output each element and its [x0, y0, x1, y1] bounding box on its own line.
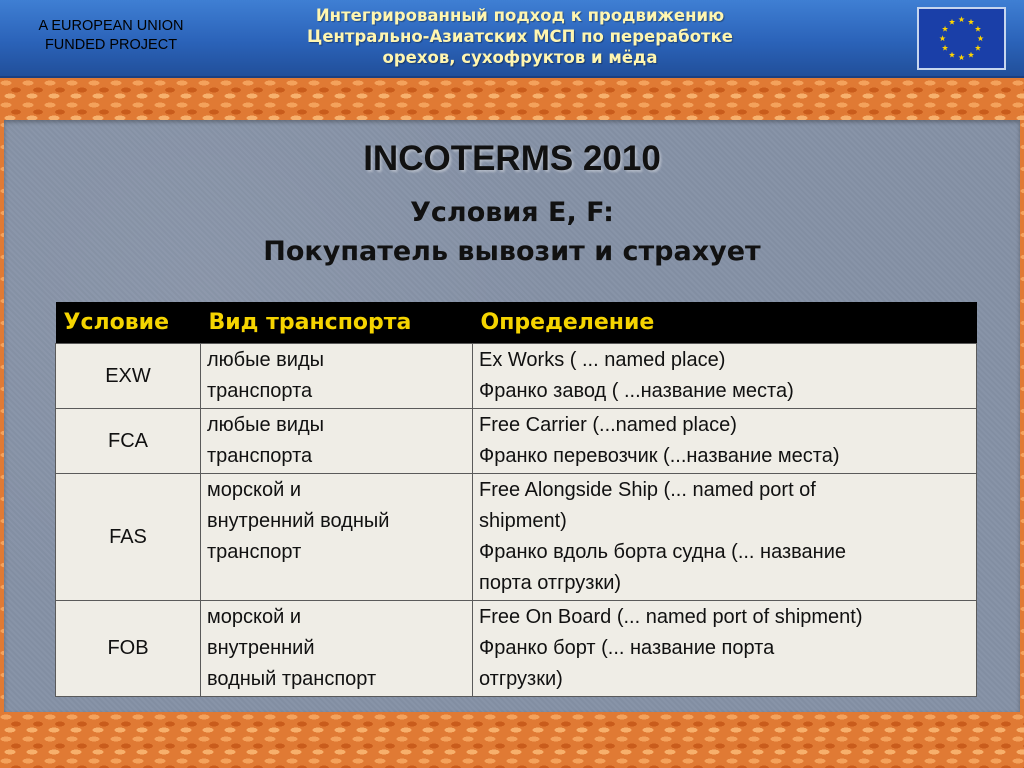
definition-line: shipment) [479, 510, 567, 532]
decorative-strip-bottom [0, 712, 1024, 768]
table-row [56, 344, 977, 409]
flag-star-icon [942, 45, 948, 51]
eu-label-line-1: A EUROPEAN UNION [38, 18, 184, 34]
term-code: FOB [56, 601, 201, 697]
definition-cell [473, 601, 977, 697]
term-code: FCA [56, 409, 201, 474]
project-title-line-2: Центрально-Азиатских МСП по переработке [307, 27, 733, 46]
project-title [240, 5, 800, 68]
transport-cell [201, 344, 473, 409]
decorative-strip-top [0, 78, 1024, 120]
flag-star-icon [975, 45, 981, 51]
transport-line: любые виды [207, 414, 325, 436]
transport-line: транспорт [207, 541, 302, 563]
flag-star-icon [968, 52, 974, 58]
column-header-condition: Условие [56, 302, 201, 344]
definition-line: Франко борт (... название порта [479, 637, 775, 659]
transport-line: любые виды [207, 349, 325, 371]
definition-line: Free Carrier (...named place) [479, 414, 737, 436]
flag-star-icon [942, 26, 948, 32]
definition-line: Ex Works ( ... named place) [479, 349, 726, 371]
transport-cell [201, 409, 473, 474]
flag-star-icon [949, 19, 955, 25]
transport-line: водный транспорт [207, 668, 377, 690]
flag-star-icon [975, 26, 981, 32]
table-row [56, 474, 977, 601]
definition-cell [473, 409, 977, 474]
eu-label-line-2: FUNDED PROJECT [44, 37, 178, 53]
term-code: FAS [56, 474, 201, 601]
flag-star-icon [958, 54, 964, 60]
eu-flag-icon [917, 7, 1006, 70]
transport-line: транспорта [207, 445, 313, 467]
slide-subtitle-line-1: Условия E, F: [410, 197, 614, 228]
table-header-row [56, 302, 977, 344]
header-bar [0, 0, 1024, 78]
transport-line: морской и [207, 479, 301, 501]
definition-line: Франко завод ( ...название места) [479, 380, 794, 402]
transport-cell [201, 474, 473, 601]
column-header-definition: Определение [473, 302, 977, 344]
transport-cell [201, 601, 473, 697]
transport-line: транспорта [207, 380, 313, 402]
incoterms-table [55, 302, 977, 697]
definition-line: отгрузки) [479, 668, 563, 690]
slide-title: INCOTERMS 2010 [363, 139, 661, 178]
transport-line: внутренний [207, 637, 315, 659]
definition-line: Франко перевозчик (...название места) [479, 445, 840, 467]
project-title-line-1: Интегрированный подход к продвижению [315, 6, 725, 25]
column-header-transport: Вид транспорта [201, 302, 473, 344]
slide-subtitle-line-2: Покупатель вывозит и страхует [263, 236, 761, 267]
table-row [56, 601, 977, 697]
definition-cell [473, 474, 977, 601]
table-row [56, 409, 977, 474]
transport-line: морской и [207, 606, 301, 628]
flag-star-icon [939, 35, 945, 41]
flag-star-icon [949, 52, 955, 58]
transport-line: внутренний водный [207, 510, 390, 532]
term-code: EXW [56, 344, 201, 409]
definition-line: Франко вдоль борта судна (... название [479, 541, 847, 563]
definition-line: порта отгрузки) [479, 572, 622, 594]
definition-line: Free Alongside Ship (... named port of [479, 479, 816, 501]
project-title-line-3: орехов, сухофруктов и мёда [382, 48, 658, 67]
definition-cell [473, 344, 977, 409]
flag-star-icon [958, 16, 964, 22]
eu-funded-label [22, 17, 200, 55]
flag-star-icon [977, 35, 983, 41]
definition-line: Free On Board (... named port of shipment) [479, 606, 863, 628]
flag-star-icon [968, 19, 974, 25]
